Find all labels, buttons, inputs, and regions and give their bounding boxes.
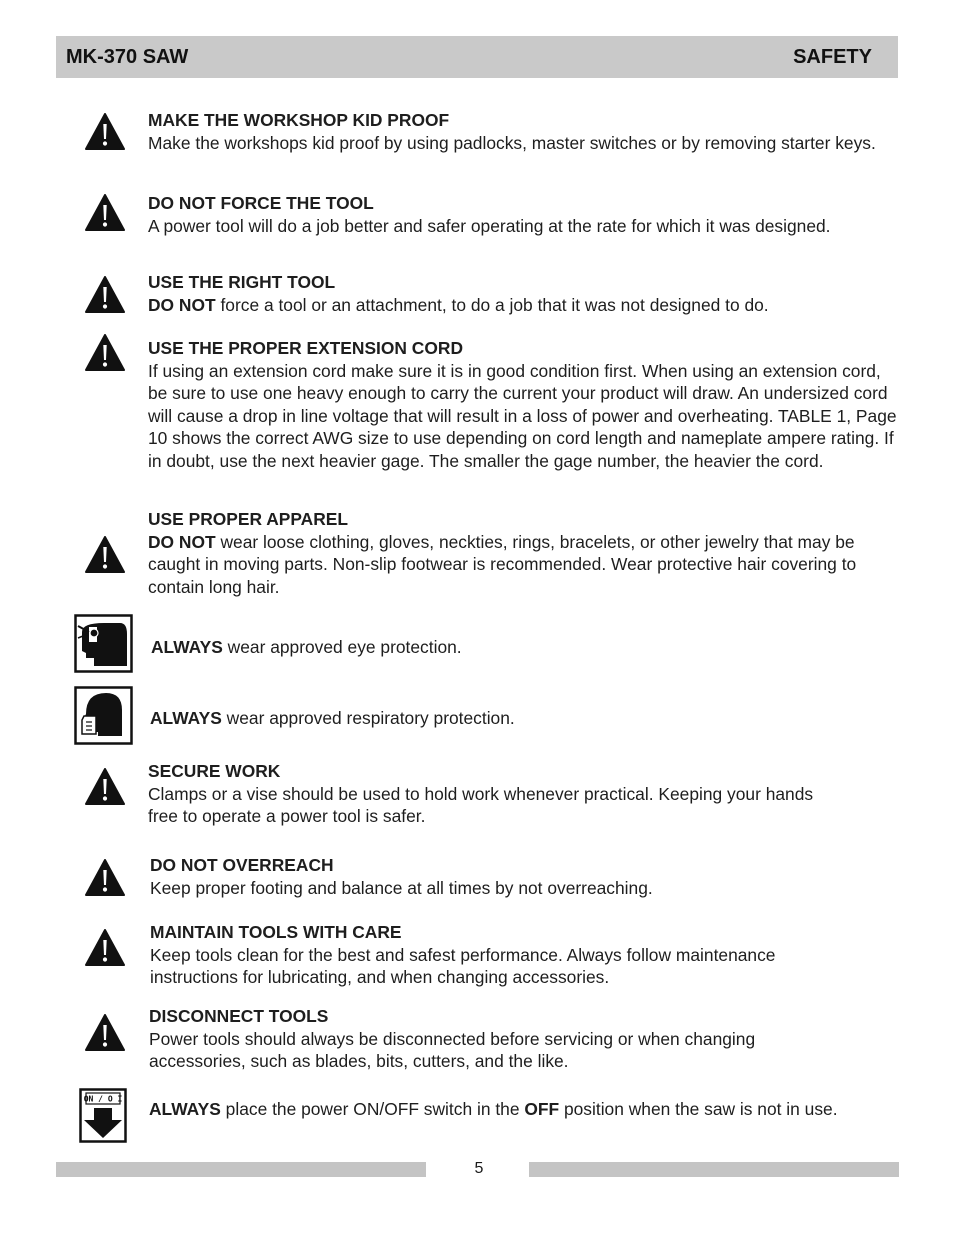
section-body: Keep tools clean for the best and safest performance. Always follow maintenance instructions for lubricating, and when changing accessories. xyxy=(150,944,776,988)
warning-triangle-icon xyxy=(85,276,125,313)
section-body: Power tools should always be disconnected before servicing or when changing accessories, such as blades, bits, cutters, and the like. xyxy=(149,1028,756,1072)
section-heading: MAINTAIN TOOLS WITH CARE xyxy=(150,922,402,942)
section-eye-protection xyxy=(151,636,851,659)
warning-triangle-icon xyxy=(85,859,125,896)
page-number: 5 xyxy=(474,1160,484,1177)
section-right-tool xyxy=(148,271,898,316)
section-heading: MAKE THE WORKSHOP KID PROOF xyxy=(148,110,450,130)
section-body: A power tool will do a job better and safer operating at the rate for which it was designed. xyxy=(148,215,831,236)
section-body: Make the workshops kid proof by using padlocks, master switches or by removing starter keys. xyxy=(148,132,876,153)
section-maintain xyxy=(150,921,850,989)
footer-bar-right xyxy=(529,1162,899,1177)
section-force-tool xyxy=(148,192,908,237)
section-respiratory xyxy=(150,707,850,730)
warning-triangle-icon xyxy=(85,194,125,231)
section-extension-cord xyxy=(148,337,904,473)
section-body: place the power ON/OFF switch in the xyxy=(220,1099,525,1119)
section-heading: DO NOT FORCE THE TOOL xyxy=(148,193,374,213)
warning-triangle-icon xyxy=(85,1014,125,1051)
section-kid-proof xyxy=(148,109,898,154)
emphasis-always: ALWAYS xyxy=(151,637,223,657)
section-secure-work xyxy=(148,760,828,828)
manual-title: MK-370 SAW xyxy=(66,45,189,68)
section-body: If using an extension cord make sure it is in good condition first. When using an extension cord, be sure to use one heavy enough to carry the current your product will draw. An undersized cord will cause a drop in line voltage that will result in a loss of power and overheating. TABLE 1, Page 10 shows the correct AWG size to use depending on cord length and nameplate ampere rating. If in doubt, use the next heavier gage. The smaller the gage number, the heavier the cord. xyxy=(148,360,897,471)
section-body: wear approved respiratory protection. xyxy=(221,708,515,728)
warning-triangle-icon xyxy=(85,768,125,805)
section-heading: DISCONNECT TOOLS xyxy=(149,1006,329,1026)
section-body: wear loose clothing, gloves, neckties, rings, bracelets, or other jewelry that may be caught in moving parts. Non-slip footwear is recommended. Wear protective hair covering to contain long hair. xyxy=(148,531,857,597)
section-body-tail: position when the saw is not in use. xyxy=(559,1099,838,1119)
section-heading: DO NOT OVERREACH xyxy=(150,855,334,875)
section-heading: SECURE WORK xyxy=(148,761,281,781)
section-switch-off xyxy=(149,1098,909,1121)
section-body: Keep proper footing and balance at all times by not overreaching. xyxy=(150,877,653,898)
emphasis-do-not: DO NOT xyxy=(148,531,216,552)
section-body: Clamps or a vise should be used to hold work whenever practical. Keeping your hands free to operate a power tool is safer. xyxy=(148,783,814,827)
emphasis-do-not: DO NOT xyxy=(148,294,216,315)
section-heading: USE PROPER APPAREL xyxy=(148,509,349,529)
power-switch-off-icon xyxy=(79,1088,127,1143)
section-apparel xyxy=(148,508,898,598)
section-heading: USE THE PROPER EXTENSION CORD xyxy=(148,338,464,358)
warning-triangle-icon xyxy=(85,334,125,371)
emphasis-always: ALWAYS xyxy=(150,708,222,728)
section-title: SAFETY xyxy=(793,45,872,68)
warning-triangle-icon xyxy=(85,929,125,966)
emphasis-always: ALWAYS xyxy=(149,1099,221,1119)
footer-bar-left xyxy=(56,1162,426,1177)
section-heading: USE THE RIGHT TOOL xyxy=(148,272,336,292)
warning-triangle-icon xyxy=(85,536,125,573)
section-body: wear approved eye protection. xyxy=(222,637,462,657)
respirator-icon xyxy=(74,686,133,745)
section-body: force a tool or an attachment, to do a job that it was not designed to do. xyxy=(215,294,769,315)
section-disconnect xyxy=(149,1005,829,1073)
header-bar xyxy=(56,36,898,78)
warning-triangle-icon xyxy=(85,113,125,150)
emphasis-off: OFF xyxy=(524,1099,560,1119)
section-overreach xyxy=(150,854,890,899)
switch-label: ON / O I xyxy=(83,1094,123,1104)
eye-protection-icon xyxy=(74,614,133,673)
